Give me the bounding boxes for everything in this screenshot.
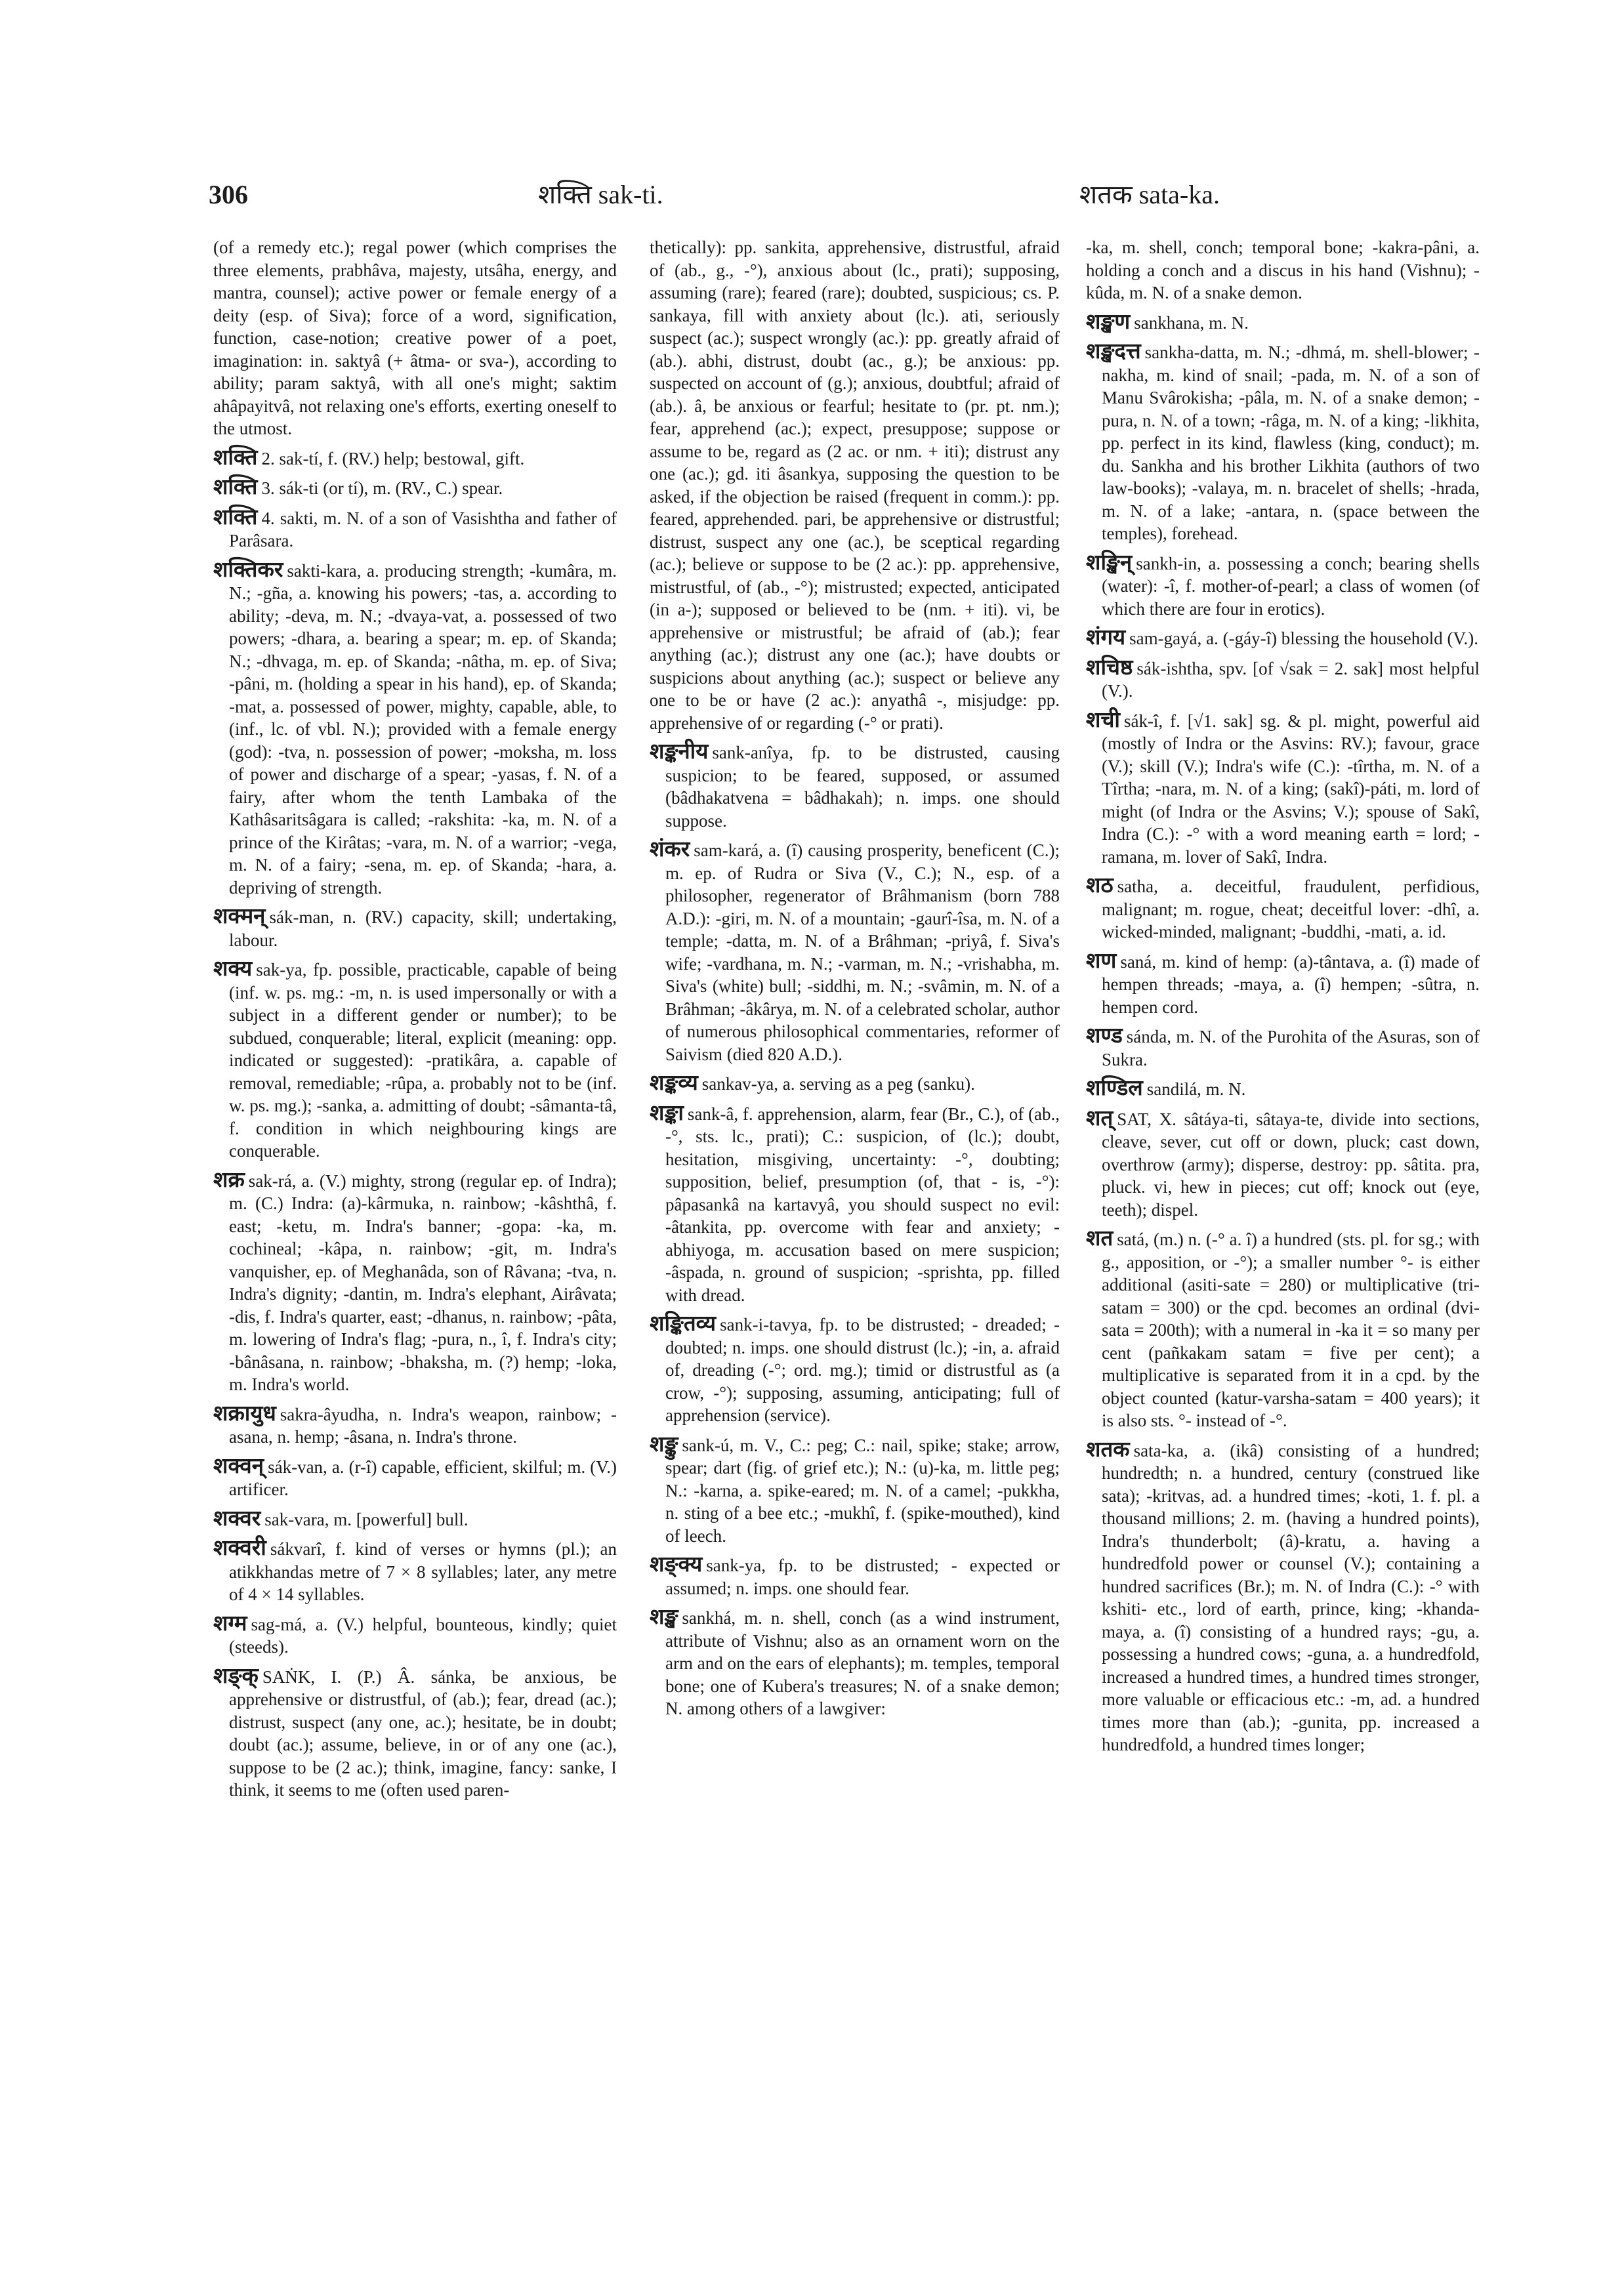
entry-headword: शङ्कव्य [650,1071,698,1095]
dictionary-entry [213,1665,617,1802]
entry-definition: sák-î, f. [√1. sak] sg. & pl. might, powerful aid (mostly of Indra or the Asvins: RV.); favour, grace (V.); skill (V.); Indra's wife (C.): -tîrtha, m. N. of a Tîrtha; -nara, m. N. of a king; (sakî)-páti, m. lord of might (of Indra or the Asvins; V.); spouse of Sakî, Indra (C.): -° with a word meaning earth = lord; -ramana, m. lover of Sakî, Indra. [1102,711,1480,867]
dictionary-entry [1086,341,1480,545]
entry-headword: शङ्क् [213,1664,259,1688]
dictionary-entry [1086,1439,1480,1756]
entry-headword: शक्वन् [213,1454,264,1478]
dictionary-entry [213,1403,617,1449]
dictionary-entry [650,838,1060,1065]
entry-definition: sank-ya, fp. to be distrusted; - expected or assumed; n. imps. one should fear. [665,1556,1060,1598]
entry-headword: शङ्खिन् [1086,550,1133,575]
dictionary-entry [213,958,617,1163]
entry-definition: sákvarî, f. kind of verses or hymns (pl.); an atikkhandas metre of 7 × 8 syllables; later, any metre of 4 × 14 syllables. [229,1539,617,1604]
entry-headword: शक्मन् [213,905,266,928]
dictionary-entry [1086,1077,1480,1101]
dictionary-entry [213,1508,617,1531]
entry-definition: 4. sakti, m. N. of a son of Vasishtha and father of Parâsara. [229,508,617,550]
dictionary-entry [1086,1228,1480,1432]
entry-headword: शङ्कनीय [650,740,709,764]
entry-headword: शत् [1086,1106,1114,1130]
dictionary-entry [650,1434,1060,1548]
entry-headword: शण [1086,949,1117,973]
entry-definition: sak-ya, fp. possible, practicable, capable of being (inf. w. ps. mg.: -m, n. is used impersonally or with a subject in a different gender or number); to be subdued, conquerable; literal, explicit (meaning: opp. indicated or suggested): -pratikâra, a. capable of removal, remediable; -rûpa, a. probably not to be (inf. w. ps. mg.); -sanka, a. admitting of doubt; -sâmanta-tâ, f. condition in which neighbouring kings are conquerable. [229,960,617,1161]
entry-headword: शङ्का [650,1101,684,1125]
entry-definition: sák-man, n. (RV.) capacity, skill; undertaking, labour. [229,907,617,950]
column-1 [213,236,617,1808]
dictionary-entry [1086,552,1480,621]
dictionary-entry [1086,627,1480,650]
page-number: 306 [209,180,248,209]
entry-definition: sak-rá, a. (V.) mighty, strong (regular ep. of Indra); m. (C.) Indra: (a)-kârmuka, n. rainbow; -kâshthâ, f. east; -ketu, m. Indra's banner; -gopa: -ka, m. cochineal; -kâpa, n. rainbow; -git, m. Indra's vanquisher, ep. of Meghanâda, son of Râvana; -tva, n. Indra's dignity; -dantin, m. Indra's elephant, Airâvata; -dis, f. Indra's quarter, east; -dhanus, n. rainbow; -pâta, m. lowering of Indra's flag; -pura, n., î, f. Indra's city; -bânâsana, n. rainbow; -bhaksha, m. (?) hemp; -loka, m. Indra's world. [229,1170,617,1394]
dictionary-entry [213,1455,617,1501]
entry-definition: SAT, X. sâtáya-ti, sâtaya-te, divide into sections, cleave, sever, cut off or down, pluck; cast down, overthrow (army); disperse, destroy: pp. sâtita. pra, pluck. vi, hew in pieces; cut off; knock out (eye, teeth); dispel. [1102,1109,1480,1220]
entry-definition: sák-ishtha, spv. [of √sak = 2. sak] most helpful (V.). [1102,658,1480,701]
entry-headword: शक्रायुध [213,1401,276,1426]
entry-headword: शतक [1086,1437,1130,1462]
entry-definition: sak-vara, m. [powerful] bull. [264,1509,468,1529]
entry-definition: sankhá, m. n. shell, conch (as a wind instrument, attribute of Vishnu; also as an ornament worn on the arm and on the ears of elephants); m. temples, temporal bone; one of Kubera's treasures; N. of a snake demon; N. among others of a lawgiver: [665,1608,1060,1718]
entry-headword: शची [1086,708,1120,732]
entry-definition: 3. sák-ti (or tí), m. (RV., C.) spear. [261,478,503,498]
dictionary-entry [213,1613,617,1659]
dictionary-entry [1086,1025,1480,1071]
entry-headword: शचिष्ठ [1086,655,1133,680]
entry-definition: satá, (m.) n. (-° a. î) a hundred (sts. pl. for sg.; with g., apposition, or -°); a smaller number °- is either additional (asiti-sate = 280) or multiplicative (tri-satam = 300) or the cpd. becomes an ordinal (dvi-sata = 200th); with a numeral in -ka it = so many per cent (pañkakam satam = five per cent); a multiplicative is separated from it in a cpd. by the object counted (katur-varsha-satam = 400 years); it is also sts. °- instead of -°. [1102,1230,1480,1430]
dictionary-entry [213,905,617,951]
entry-headword: शंगय [1086,626,1126,650]
entry-definition: sankhana, m. N. [1134,312,1249,333]
entry-definition: sank-â, f. apprehension, alarm, fear (Br., C.), of (ab., -°, sts. lc., prati); C.: suspicion, of (lc.); doubt, hesitation, misgiving, uncertainty: -°, doubting; supposition, belief, presumption (of, that - is, -°): pâpasankâ na kartavyâ, you should suspect no evil: -âtankita, pp. overcome with fear and anxiety; -abhiyoga, m. accusation based on mere suspicion; -âspada, n. ground of suspicion; -sprishta, pp. filled with dread. [665,1104,1060,1305]
entry-definition: sag-má, a. (V.) helpful, bounteous, kindly; quiet (steeds). [229,1614,617,1657]
entry-definition: sank-i-tavya, fp. to be distrusted; - dreaded; - doubted; n. imps. one should distrust (lc.); -in, a. afraid of, dreading (-°; ord. mg.); timid or distrustful as (a crow, -°); supposing, assuming, anticipating; full of apprehension (service). [665,1315,1060,1425]
entry-headword: शक्य [213,957,253,981]
dictionary-entry [213,1537,617,1606]
dictionary-entry [213,559,617,899]
dictionary-entry [1086,709,1480,869]
entry-headword: शङ्खण [1086,310,1131,334]
entry-headword: शक्ति [213,445,258,470]
dictionary-entry [650,1313,1060,1427]
entry-definition: sandilá, m. N. [1146,1079,1246,1099]
entry-headword: शक्ति [213,505,258,529]
entry-headword: शक्वरी [213,1537,266,1560]
dictionary-entry [1086,1107,1480,1222]
entry-headword: शङ्खदत्त [1086,340,1141,363]
entry-definition: satha, a. deceitful, fraudulent, perfidious, malignant; m. rogue, cheat; deceitful lover: -dhî, a. wicked-minded, malignant; -buddhi, -mati, a. id. [1102,877,1480,941]
column-3 [1086,236,1480,1763]
dictionary-entry [650,1072,1060,1096]
entry-headword: शङ्क्य [650,1553,703,1577]
dictionary-entry [1086,875,1480,943]
entry-definition: 2. sak-tí, f. (RV.) help; bestowal, gift. [261,448,525,468]
entry-headword: शग्म [213,1611,247,1636]
dictionary-entry [213,507,617,552]
dictionary-entry [650,741,1060,832]
dictionary-entry [1086,950,1480,1019]
dictionary-entry [1086,236,1480,304]
running-head-left: शक्ति sak-ti. [538,180,663,209]
entry-definition: sata-ka, a. (ikâ) consisting of a hundred; hundredth; n. a hundred, century (construed like sata); -kritvas, ad. a hundred times; -koti, 1. f. pl. a thousand millions; 2. m. (having a hundred points), Indra's thunderbolt; (â)-kratu, a. having a hundredfold power or counsel (V.); containing a hundred sacrifices (Br.); m. N. of Indra (C.): -° with kshiti- etc., lord of earth, prince, king; -khanda-maya, a. (î) consisting of a hundred rays; -gu, a. possessing a hundred cows; -guna, a. a hundredfold, increased a hundred times, a hundred times stronger, more valuable or efficacious etc.: -m, ad. a hundred times more than (ab.); -gunita, pp. increased a hundredfold, a hundred times longer; [1102,1440,1480,1754]
dictionary-entry [213,476,617,500]
entry-definition: sakti-kara, a. producing strength; -kumâra, m. N.; -gña, a. knowing his powers; -tas, a. according to ability; -deva, m. N.; -dvaya-vat, a. possessed of two powers; -dhara, a. bearing a spear; m. ep. of Skanda; N.; -dhvaga, m. ep. of Skanda; -nâtha, m. ep. of Siva; -pâni, m. (holding a spear in his hand), ep. of Skanda; -mat, a. possessed of power, mighty, capable, able, to (inf., lc. of vbl. N.); provided with a female energy (god): -tva, n. possession of power; -moksha, m. loss of power and discharge of a spear; -yasas, f. N. of a fairy, after whom the tenth Lambaka of the Kathâsaritsâgara is called; -rakshita: -ka, m. N. of a prince of the Kirâtas; -vara, m. N. of a warrior; -vega, m. N. of a fairy; -sena, m. ep. of Skanda; -hara, a. depriving of strength. [229,560,617,898]
column-2 [650,236,1060,1727]
entry-headword: शक्तिकर [213,558,283,582]
entry-definition: sánda, m. N. of the Purohita of the Asuras, son of Sukra. [1102,1027,1480,1069]
dictionary-entry [650,1102,1060,1307]
entry-definition: sankha-datta, m. N.; -dhmá, m. shell-blower; -nakha, m. kind of snail; -pada, m. N. of a son of Manu Svârokisha; -pâla, m. N. of a snake demon; -pura, n. N. of a town; -râga, m. N. of a king; -likhita, pp. perfect in its kind, flawless (king, conduct); m. du. Sankha and his brother Likhita (authors of two law-books); -valaya, m. n. bracelet of shells; -hrada, m. N. of a lake; -antara, n. (space between the temples), forehead. [1102,342,1480,543]
entry-definition: thetically): pp. sankita, apprehensive, distrustful, afraid of (ab., g., -°), anxious about (lc., prati); supposing, assuming (rare); feared (rare); doubted, suspicious; cs. P. sankaya, fill with anxiety about (lc.). ati, seriously suspect (ac.); suspect wrongly (ac.): pp. greatly afraid of (ab.). abhi, distrust, doubt (ac., g.); be anxious: pp. suspected on account of (g.); anxious, doubtful; afraid of (ab.). â, be anxious or fearful; hesitate to (pr. pt. nm.); fear, apprehend (ac.); expect, presuppose; suppose or assume to be, regard as (2 ac. or nm. + iti); distrust any one (ac.); gd. iti âsankya, supposing the question to be asked, if the objection be raised (frequent in comm.): pp. feared, apprehended. pari, be apprehensive or distrustful; distrust, suspect any one (ac.), be sceptical regarding (ac.); believe or suppose to be (2 ac.): pp. apprehensive, mistrustful, of (ab., -°); mistrusted; expected, anticipated (in a-); supposed or believed to be (nm. + iti). vi, be apprehensive or mistrustful; be afraid of (ab.); fear anything (ac.); distrust any one (ac.); have doubts or suspicions about anything (ac.); suspect or believe any one to be or have (2 ac.): anyathâ -, misjudge: pp. apprehensive of or regarding (-° or prati). [650,238,1060,733]
entry-headword: शठ [1086,874,1114,898]
dictionary-entry [213,1169,617,1396]
dictionary-entry [213,447,617,470]
entry-headword: शङ्ख [650,1605,678,1629]
dictionary-entry [213,236,617,440]
entry-headword: शण्डिल [1086,1077,1143,1100]
entry-headword: शङ्कितव्य [650,1312,717,1336]
dictionary-entry [650,1554,1060,1600]
entry-headword: शत [1086,1227,1114,1251]
entry-headword: शक्ति [213,476,258,499]
entry-definition: sankh-in, a. possessing a conch; bearing shells (water): -î, f. mother-of-pearl; a class of women (of which there are four in erotics). [1102,553,1480,619]
entry-definition: saná, m. kind of hemp: (a)-tântava, a. (î) made of hempen threads; -maya, a. (î) hempen; -sûtra, n. hempen cord. [1102,951,1480,1017]
dictionary-entry [650,236,1060,734]
entry-definition: (of a remedy etc.); regal power (which comprises the three elements, prabhâva, majesty, utsâha, energy, and mantra, counsel); active power or female energy of a deity (esp. of Siva); force of a word, signification, function, case-notion; creative power of a poet, imagination: in. saktyâ (+ âtma- or sva-), according to ability; param saktyâ, with all one's might; saktim ahâpayitvâ, not relaxing one's efforts, exerting oneself to the utmost. [213,238,617,438]
entry-headword: शंकर [650,838,690,861]
dictionary-entry [650,1606,1060,1720]
dictionary-entry [1086,657,1480,703]
entry-headword: शक्र [213,1168,245,1192]
entry-headword: शक्वर [213,1506,261,1531]
entry-definition: sankav-ya, a. serving as a peg (sanku). [701,1074,975,1094]
entry-definition: sák-van, a. (r-î) capable, efficient, skilful; m. (V.) artificer. [229,1457,617,1499]
entry-headword: शङ्कु [650,1432,678,1457]
entry-definition: sam-kará, a. (î) causing prosperity, beneficent (C.); m. ep. of Rudra or Siva (V., C.); N., esp. of a philosopher, regenerator of Brâhmanism (born 788 A.D.): -giri, m. N. of a mountain; -gaurî-îsa, m. N. of a temple; -datta, m. N. of a Brâhman; -priyâ, f. Siva's wife; -vardhana, m. N.; -varman, m. N.; -vrishabha, m. Siva's (white) bull; -siddhi, m. N.; -svâmin, m. N. of a Brâhman; -âkârya, m. N. of a celebrated scholar, author of numerous philosophical commentaries, reformer of Saivism (died 820 A.D.). [665,840,1060,1064]
dictionary-entry [1086,311,1480,335]
entry-definition: sakra-âyudha, n. Indra's weapon, rainbow; -asana, n. hemp; -âsana, n. Indra's throne. [229,1404,617,1447]
entry-definition: sank-anîya, fp. to be distrusted, causing suspicion; to be feared, supposed, or assumed (bâdhakatvena = bâdhakah); n. imps. one should suppose. [665,743,1060,831]
running-head-right: शतक sata-ka. [1079,180,1220,209]
entry-headword: शण्ड [1086,1024,1123,1048]
entry-definition: sank-ú, m. V., C.: peg; C.: nail, spike; stake; arrow, spear; dart (fig. of grief etc.); N.: (u)-ka, m. little peg; N.: -karna, a. spike-eared; m. N. of a camel; -pukkha, n. sting of a bee etc.; -mukhî, f. (spike-mouthed), kind of leech. [665,1435,1060,1546]
entry-definition: sam-gayá, a. (-gáy-î) blessing the household (V.). [1129,629,1479,648]
entry-definition: SAṄK, I. (P.) Â. sánka, be anxious, be apprehensive or distrustful, of (ab.); fear, dread (ac.); distrust, suspect (any one, ac.); hesitate, be in doubt; doubt (ac.); assume, believe, in or of any one (ac.), suppose to be (2 ac.); think, imagine, fancy: sanke, I think, it seems to me (often used paren- [229,1666,617,1800]
entry-definition: -ka, m. shell, conch; temporal bone; -kakra-pâni, a. holding a conch and a discus in his hand (Vishnu); -kûda, m. N. of a snake demon. [1086,238,1480,302]
